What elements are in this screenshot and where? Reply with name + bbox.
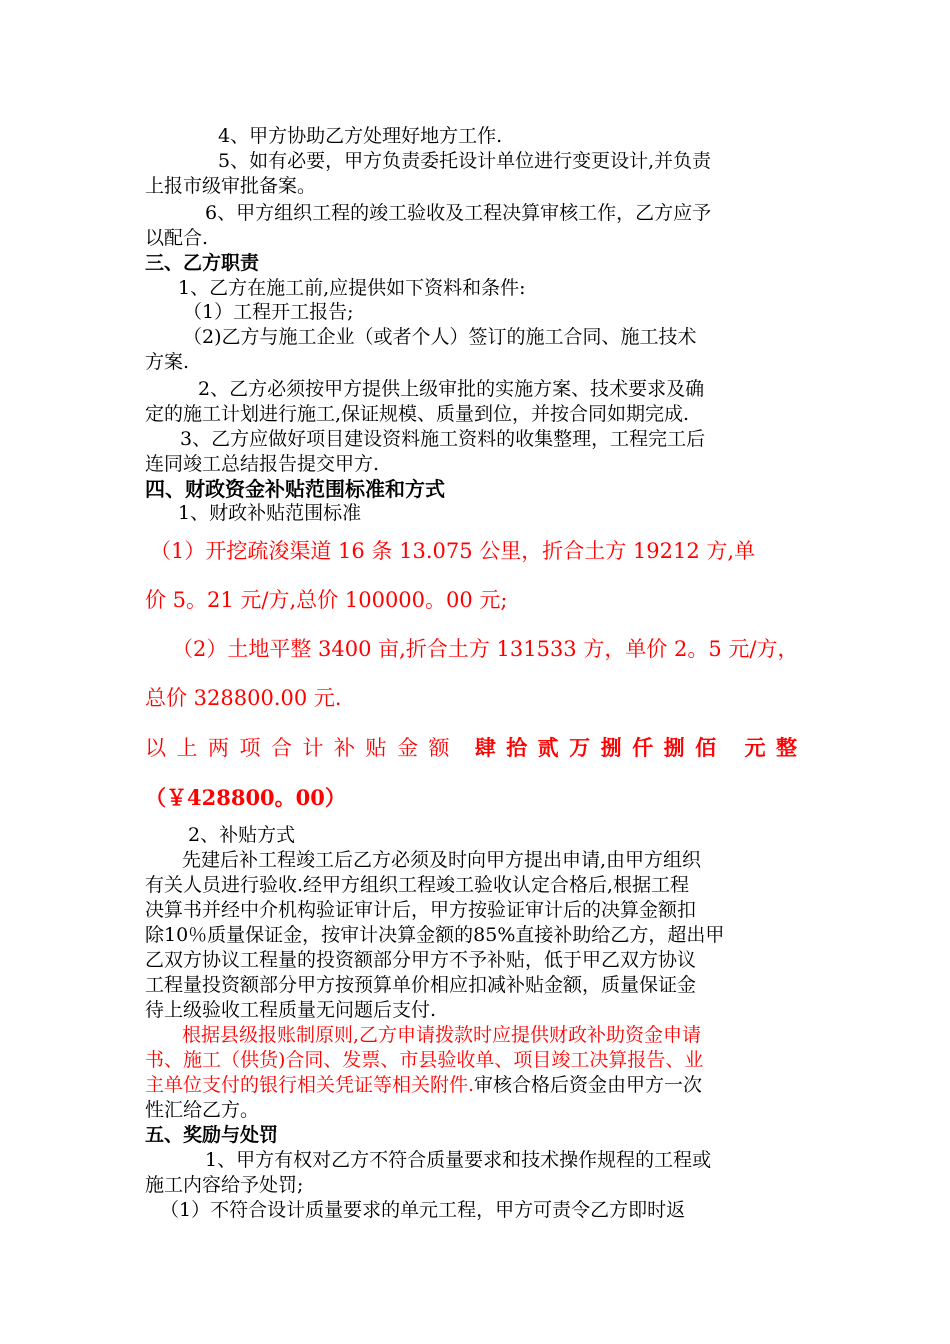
subsidy-item-line: 总价 328800.00 元. — [145, 686, 342, 710]
subsidy-item-line: （1）开挖疏浚渠道 16 条 13.075 公里，折合土方 19212 方,单 — [150, 539, 756, 563]
paragraph-line: 有关人员进行验收.经甲方组织工程竣工验收认定合格后,根据工程 — [145, 874, 690, 896]
section-heading: 四、财政资金补贴范围标准和方式 — [145, 477, 445, 501]
paragraph-line: 6、甲方组织工程的竣工验收及工程决算审核工作，乙方应予 — [205, 202, 712, 224]
subsidy-total-label: 以上两项合计补贴金额 — [145, 736, 460, 760]
paragraph-line: 性汇给乙方。 — [145, 1099, 260, 1121]
paragraph-line: 待上级验收工程质量无问题后支付. — [145, 999, 437, 1021]
paragraph-line: 方案. — [145, 351, 190, 373]
paragraph-line: 5、如有必要，甲方负责委托设计单位进行变更设计,并负责 — [218, 150, 712, 172]
paragraph-line: 上报市级审批备案。 — [145, 175, 317, 197]
paragraph-line: （1）不符合设计质量要求的单元工程，甲方可责令乙方即时返 — [160, 1199, 686, 1221]
paragraph-line: 1、乙方在施工前,应提供如下资料和条件: — [178, 277, 526, 299]
red-text-span: 主单位支付的银行相关凭证等相关附件. — [145, 1074, 475, 1096]
paragraph-line: 乙双方协议工程量的投资额部分甲方不予补贴，低于甲乙双方协议 — [145, 949, 697, 971]
paragraph-line: 先建后补工程竣工后乙方必须及时向甲方提出申请,由甲方组织 — [182, 849, 702, 871]
subsidy-total-amount-words: 肆拾贰万捌仟捌佰 元整 — [474, 735, 808, 760]
paragraph-line: （1）工程开工报告; — [183, 301, 354, 323]
paragraph-line: 1、甲方有权对乙方不符合质量要求和技术操作规程的工程或 — [205, 1149, 712, 1171]
paragraph-line: 连同竣工总结报告提交甲方. — [145, 453, 380, 475]
paragraph-line: 根据县级报账制原则,乙方申请拨款时应提供财政补助资金申请 — [182, 1024, 702, 1046]
paragraph-line: （2)乙方与施工企业（或者个人）签订的施工合同、施工技术 — [183, 326, 697, 348]
paragraph-line: 施工内容给予处罚; — [145, 1174, 304, 1196]
paragraph-line — [145, 1073, 950, 1097]
paragraph-line: 工程量投资额部分甲方按预算单价相应扣减补贴金额，质量保证金 — [145, 974, 697, 996]
paragraph-line: 2、乙方必须按甲方提供上级审批的实施方案、技术要求及确 — [198, 378, 705, 400]
paragraph-line: 3、乙方应做好项目建设资料施工资料的收集整理，工程完工后 — [180, 428, 706, 450]
paragraph-line: 决算书并经中介机构验证审计后，甲方按验证审计后的决算金额扣 — [145, 899, 697, 921]
subsidy-item-line: 价 5。21 元/方,总价 100000。00 元; — [145, 588, 508, 612]
paragraph-line: 以配合. — [145, 227, 209, 249]
paragraph-line: 书、施工（供货)合同、发票、市县验收单、项目竣工决算报告、业 — [145, 1049, 704, 1071]
subsidy-total-line — [145, 734, 950, 762]
section-heading: 三、乙方职责 — [145, 252, 260, 274]
paragraph-line: 除10％质量保证金，按审计决算金额的85%直接补助给乙方，超出甲 — [145, 924, 725, 946]
paragraph-line: 4、甲方协助乙方处理好地方工作. — [218, 125, 503, 147]
paragraph-line: 定的施工计划进行施工,保证规模、质量到位，并按合同如期完成. — [145, 403, 690, 425]
subsidy-total-amount-figure: （￥428800。00） — [145, 785, 346, 810]
black-text-span: 审核合格后资金由甲方一次 — [474, 1074, 703, 1096]
paragraph-line: 1、财政补贴范围标准 — [178, 502, 362, 524]
section-heading: 五、奖励与处罚 — [145, 1124, 279, 1146]
paragraph-line: 2、补贴方式 — [188, 824, 296, 846]
subsidy-item-line: （2）土地平整 3400 亩,折合土方 131533 方，单价 2。5 元/方， — [172, 637, 799, 661]
